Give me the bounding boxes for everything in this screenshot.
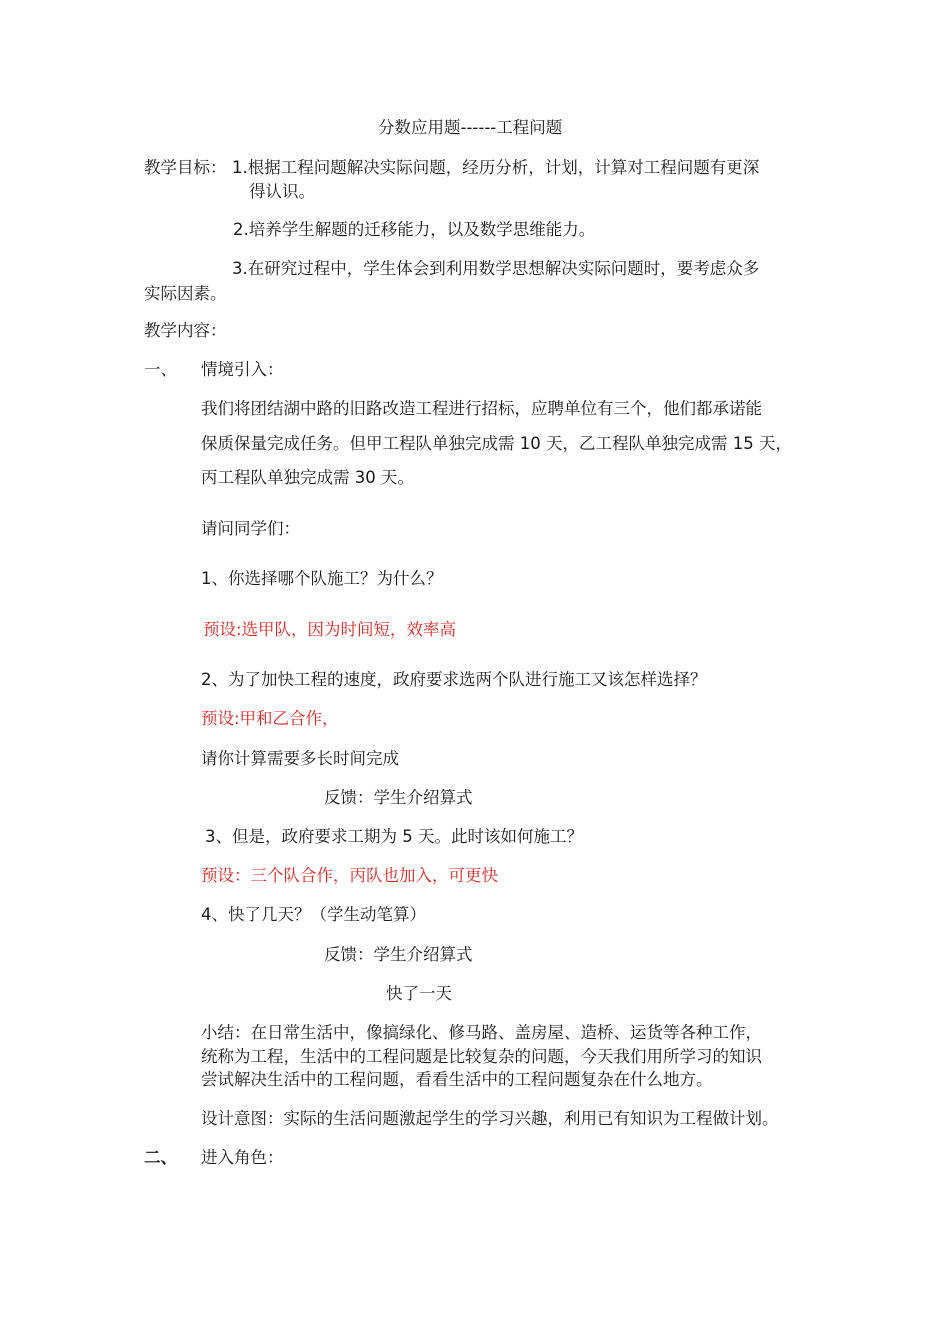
- objective-3-line1: 3.在研究过程中，学生体会到利用数学思想解决实际问题时，要考虑众多: [232, 259, 760, 278]
- section-1-number: 一、: [144, 360, 177, 379]
- question-2: 2、为了加快工程的速度，政府要求选两个队进行施工又该怎样选择？: [201, 670, 707, 689]
- feedback-1: 反馈：学生介绍算式: [324, 788, 473, 807]
- objective-1-line1: 1.根据工程问题解决实际问题，经历分析，计划，计算对工程问题有更深: [232, 158, 760, 177]
- calc-prompt: 请你计算需要多长时间完成: [201, 749, 399, 768]
- faster-result: 快了一天: [386, 984, 452, 1003]
- question-4: 4、快了几天？（学生动笔算）: [201, 905, 426, 924]
- intro-line2: 保质保量完成任务。但甲工程队单独完成需 10 天，乙工程队单独完成需 15 天，: [201, 434, 792, 453]
- question-3: 3、但是，政府要求工期为 5 天。此时该如何施工？: [205, 827, 583, 846]
- objective-1-line2: 得认识。: [249, 182, 315, 201]
- intro-line3: 丙工程队单独完成需 30 天。: [201, 468, 414, 487]
- section-2-number: 二、: [144, 1148, 177, 1167]
- preset-answer-3: 预设：三个队合作，丙队也加入，可更快: [201, 866, 498, 885]
- section-2-title: 进入角色：: [201, 1148, 284, 1167]
- objective-2: 2.培养学生解题的迁移能力，以及数学思维能力。: [233, 220, 596, 239]
- ask-students: 请问同学们：: [201, 519, 300, 538]
- content-label: 教学内容：: [144, 321, 227, 340]
- summary-line3: 尝试解决生活中的工程问题，看看生活中的工程问题复杂在什么地方。: [201, 1070, 713, 1089]
- design-intent: 设计意图：实际的生活问题激起学生的学习兴趣，利用已有知识为工程做计划。: [201, 1109, 779, 1128]
- preset-answer-2: 预设:甲和乙合作，: [201, 709, 339, 728]
- objectives-label: 教学目标：: [144, 158, 227, 177]
- page-title: 分数应用题------工程问题: [378, 118, 563, 137]
- summary-line1: 小结：在日常生活中，像搞绿化、修马路、盖房屋、造桥、运货等各种工作，: [201, 1023, 762, 1042]
- objective-3-line2: 实际因素。: [144, 284, 227, 303]
- feedback-2: 反馈：学生介绍算式: [324, 945, 473, 964]
- question-1: 1、你选择哪个队施工？为什么？: [201, 569, 443, 588]
- section-1-title: 情境引入：: [201, 360, 284, 379]
- summary-line2: 统称为工程，生活中的工程问题是比较复杂的问题，今天我们用所学习的知识: [201, 1047, 762, 1066]
- preset-answer-1: 预设:选甲队，因为时间短，效率高: [203, 620, 457, 639]
- intro-line1: 我们将团结湖中路的旧路改造工程进行招标，应聘单位有三个，他们都承诺能: [201, 399, 762, 418]
